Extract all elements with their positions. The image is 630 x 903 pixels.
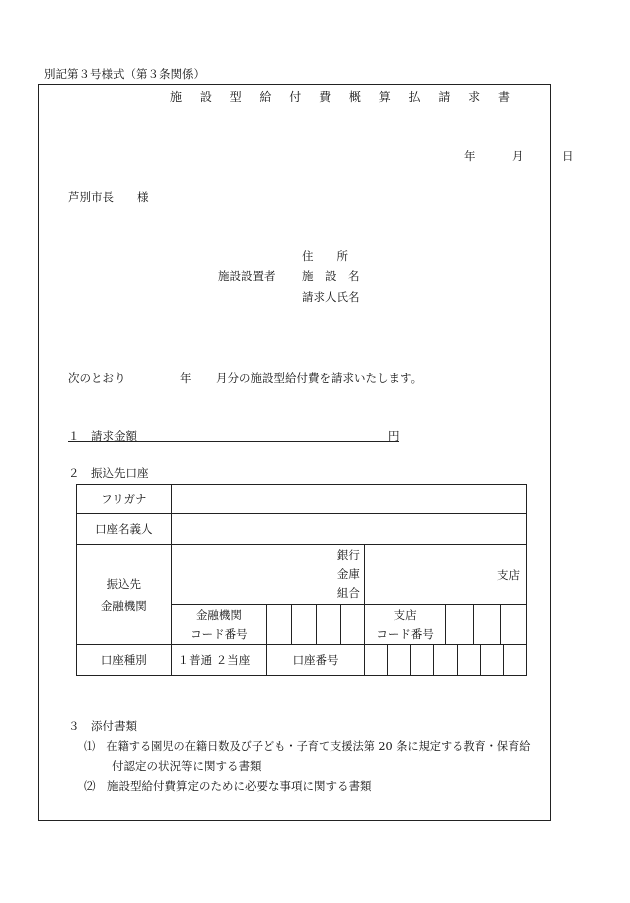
bank-code-label-2: コード番号 [190, 626, 248, 641]
account-number-digit[interactable] [457, 645, 480, 675]
claim-amount-underline [68, 441, 399, 442]
bank-name-field[interactable] [171, 545, 364, 605]
attachment-1-line-2: 付認定の状況等に関する書類 [112, 759, 262, 773]
account-number-digit[interactable] [365, 645, 387, 675]
attachment-2: ⑵ 施設型給付費算定のために必要な事項に関する書類 [84, 779, 372, 793]
bank-code-label [171, 605, 267, 645]
bank-code-label-1: 金融機関 [195, 607, 242, 622]
account-table [76, 484, 527, 676]
statement-year: 年 [180, 371, 192, 385]
account-number-digit[interactable] [433, 645, 456, 675]
account-number-digit[interactable] [410, 645, 433, 675]
bank-code-digit[interactable] [292, 605, 316, 645]
form-title: 施 設 型 給 付 費 概 算 払 請 求 書 [170, 90, 517, 104]
account-number-digits [365, 645, 526, 675]
account-type-options[interactable]: １普通 ２当座 [171, 645, 267, 676]
holder-field[interactable] [171, 514, 526, 545]
account-number-digit[interactable] [480, 645, 503, 675]
address-label: 住 所 [302, 249, 348, 263]
account-number-digit[interactable] [503, 645, 526, 675]
account-number-digit[interactable] [387, 645, 410, 675]
branch-code-label-1: 支店 [393, 607, 417, 622]
applicant-role: 施設設置者 [218, 269, 276, 283]
branch-label: 支店 [497, 567, 520, 582]
statement-rest: 月分の施設型給付費を請求いたします。 [216, 371, 423, 385]
form-number: 別記第３号様式（第３条関係） [44, 67, 205, 81]
transfer-account-label: ２ 振込先口座 [68, 466, 149, 480]
holder-label: 口座名義人 [77, 514, 172, 545]
account-number-label: 口座番号 [267, 645, 365, 676]
account-type-label: 口座種別 [77, 645, 172, 676]
account-number-field[interactable] [364, 645, 526, 676]
addressee: 芦別市長 様 [68, 190, 149, 204]
name-label: 請求人氏名 [302, 290, 360, 304]
branch-code-label [364, 605, 446, 645]
bank-code-digit[interactable] [340, 605, 364, 645]
branch-code-digit[interactable] [500, 605, 526, 645]
bank-type-kumiai: 組合 [336, 586, 360, 600]
claim-amount-unit: 円 [388, 429, 400, 443]
facility-label: 施 設 名 [302, 269, 360, 283]
branch-code-label-2: コード番号 [376, 626, 434, 641]
bank-type-bank: 銀行 [336, 548, 360, 562]
bank-label-1: 振込先 [106, 576, 142, 591]
branch-code-digit[interactable] [473, 605, 500, 645]
attachment-1-line-1: ⑴ 在籍する園児の在籍日数及び子ども・子育て支援法第 20 条に規定する教育・保育給 [84, 740, 531, 753]
branch-field[interactable] [364, 545, 526, 605]
bank-label-cell [77, 545, 172, 645]
claim-amount-label: １ 請求金額 [68, 429, 137, 443]
date-year: 年 [464, 149, 476, 163]
date-month: 月 [512, 149, 524, 163]
furigana-field[interactable] [171, 485, 526, 514]
bank-code-digit[interactable] [267, 605, 292, 645]
bank-code-digit[interactable] [316, 605, 340, 645]
statement-prefix: 次のとおり [68, 371, 126, 385]
bank-label-2: 金融機関 [100, 598, 147, 613]
attachments-label: ３ 添付書類 [68, 719, 137, 733]
bank-type-shinkin: 金庫 [336, 567, 360, 581]
date-day: 日 [562, 149, 574, 163]
branch-code-digit[interactable] [446, 605, 473, 645]
furigana-label: フリガナ [77, 485, 172, 514]
